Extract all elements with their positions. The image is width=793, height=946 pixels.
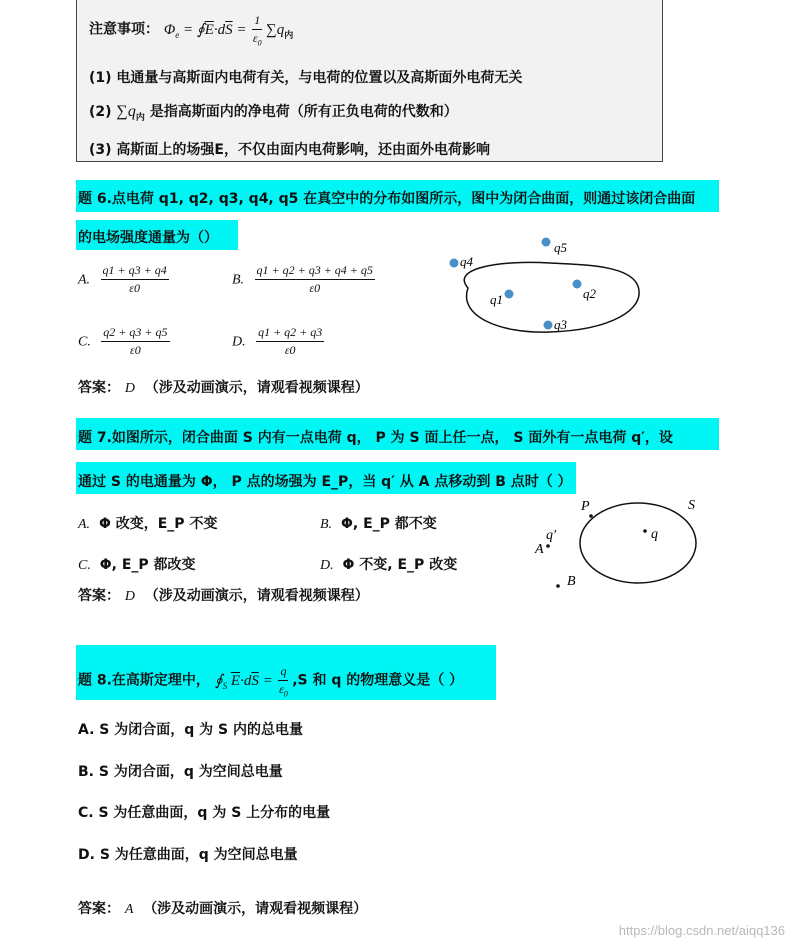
q8-prefix: 题 8.在高斯定理中， bbox=[78, 672, 210, 689]
q8-option-c[interactable]: C. S 为任意曲面，q 为 S 上分布的电量 bbox=[78, 805, 331, 821]
q6-label-q2: q2 bbox=[583, 286, 596, 301]
q6-diagram bbox=[440, 228, 660, 348]
q7-charge-q bbox=[643, 529, 647, 533]
q6-label-q3: q3 bbox=[554, 317, 567, 332]
q6-label-q5: q5 bbox=[554, 240, 567, 255]
q7-point-a bbox=[546, 544, 550, 548]
q7-point-p bbox=[589, 514, 593, 518]
q6-option-d-num: q1 + q2 + q3 bbox=[256, 325, 324, 342]
q7-answer bbox=[78, 585, 369, 605]
q7-option-a-label: A. bbox=[78, 517, 91, 532]
q6-charge-q4 bbox=[450, 259, 459, 268]
q8-formula: $∮_S$ $\overline{E}\cdot d\overline{S}$ = $\frac{q}{\varepsilon_0}$ bbox=[214, 664, 288, 699]
q7-option-d-text: Φ 不变, E_P 改变 bbox=[342, 557, 458, 573]
q7-option-a-text: Φ 改变，E_P 不变 bbox=[98, 516, 218, 532]
q7-line-2: 通过 S 的电通量为 Φ， P 点的场强为 E_P，当 q′ 从 A 点移动到 B 点时（ ） bbox=[78, 474, 572, 490]
q6-charge-q5 bbox=[542, 238, 551, 247]
note-item-3: (3) 高斯面上的场强E，不仅由面内电荷影响，还由面外电荷影响 bbox=[89, 142, 490, 158]
note-box bbox=[76, 0, 663, 162]
q7-label-s: S bbox=[688, 498, 695, 513]
q6-option-a-label: A. bbox=[78, 272, 91, 288]
q6-option-b-num: q1 + q2 + q3 + q4 + q5 bbox=[255, 263, 375, 280]
note-formula: $\Phi_e$ = $∮\overline{E}\cdot d\overline{S}$ = $\frac{1}{\varepsilon_0}$ $\sum q_内$ bbox=[163, 13, 294, 48]
q6-option-b-label: B. bbox=[232, 272, 245, 288]
q6-charge-q1 bbox=[505, 290, 514, 299]
note-item-2: (2) $\sum q_内$ 是指高斯面内的净电荷（所有正负电荷的代数和） bbox=[89, 103, 458, 124]
q7-surface-s bbox=[580, 503, 696, 583]
q8-option-a[interactable]: A. S 为闭合面，q 为 S 内的总电量 bbox=[78, 722, 303, 738]
q6-charge-q2 bbox=[573, 280, 582, 289]
q8-question bbox=[78, 664, 463, 698]
q6-label-q1: q1 bbox=[490, 292, 503, 307]
q6-option-d-label: D. bbox=[232, 334, 246, 350]
q6-line-2: 的电场强度通量为（） bbox=[78, 230, 218, 246]
watermark: https://blog.csdn.net/aiqq136 bbox=[618, 923, 785, 938]
q8-answer-label: 答案： bbox=[78, 901, 120, 917]
q7-option-c-label: C. bbox=[78, 558, 91, 573]
q7-answer-label: 答案： bbox=[78, 588, 120, 604]
q7-answer-value: D bbox=[124, 589, 135, 604]
q7-option-a[interactable] bbox=[78, 513, 217, 533]
q6-option-a[interactable] bbox=[78, 263, 169, 296]
q7-label-p: P bbox=[581, 499, 590, 514]
q7-line-1: 题 7.如图所示，闭合曲面 S 内有一点电荷 q， P 为 S 面上任一点， S 面外有一点电荷 q′，设 bbox=[78, 430, 673, 446]
q7-point-b bbox=[556, 584, 560, 588]
q6-option-c[interactable] bbox=[78, 325, 170, 358]
q7-option-b[interactable] bbox=[320, 513, 437, 533]
q6-option-a-den: ε0 bbox=[129, 281, 140, 295]
note-header bbox=[89, 13, 293, 47]
q6-option-d[interactable] bbox=[232, 325, 324, 358]
q8-answer-note: （涉及动画演示，请观看视频课程） bbox=[143, 901, 368, 917]
note-item-2-prefix: (2) bbox=[89, 104, 112, 120]
q7-option-d-label: D. bbox=[320, 558, 334, 573]
q8-answer-value: A bbox=[124, 902, 134, 917]
q7-label-qprime: q′ bbox=[546, 528, 557, 543]
q6-answer-note: （涉及动画演示，请观看视频课程） bbox=[144, 380, 369, 396]
note-item-2-text: 是指高斯面内的净电荷（所有正负电荷的代数和） bbox=[149, 104, 458, 120]
q7-label-b: B bbox=[567, 574, 576, 589]
q6-line-1: 题 6.点电荷 q1, q2, q3, q4, q5 在真空中的分布如图所示，图中为闭合曲面，则通过该闭合曲面 bbox=[78, 191, 696, 207]
q6-charge-q3 bbox=[544, 321, 553, 330]
q6-option-c-label: C. bbox=[78, 334, 91, 350]
q7-label-q: q bbox=[651, 527, 658, 542]
q7-diagram bbox=[525, 490, 725, 600]
q6-label-q4: q4 bbox=[460, 254, 473, 269]
note-title: 注意事项： bbox=[89, 21, 159, 38]
q6-option-c-den: ε0 bbox=[130, 343, 141, 357]
note-item-1: (1) 电通量与高斯面内电荷有关，与电荷的位置以及高斯面外电荷无关 bbox=[89, 70, 523, 86]
q7-option-b-label: B. bbox=[320, 517, 333, 532]
q7-label-a: A bbox=[535, 542, 544, 557]
q6-answer bbox=[78, 377, 369, 397]
q7-option-b-text: Φ, E_P 都不变 bbox=[340, 516, 437, 532]
q6-option-d-den: ε0 bbox=[284, 343, 296, 357]
q8-option-b[interactable]: B. S 为闭合面，q 为空间总电量 bbox=[78, 764, 283, 780]
q7-option-c[interactable] bbox=[78, 554, 196, 574]
q6-option-c-num: q2 + q3 + q5 bbox=[101, 325, 169, 342]
q6-answer-label: 答案： bbox=[78, 380, 120, 396]
q6-answer-value: D bbox=[124, 381, 135, 396]
q7-answer-note: （涉及动画演示，请观看视频课程） bbox=[144, 588, 369, 604]
q6-option-b[interactable] bbox=[232, 263, 375, 296]
q8-option-d[interactable]: D. S 为任意曲面，q 为空间总电量 bbox=[78, 847, 298, 863]
q6-option-a-num: q1 + q3 + q4 bbox=[101, 263, 169, 280]
q7-option-d[interactable] bbox=[320, 554, 457, 574]
q8-answer bbox=[78, 898, 367, 918]
q6-option-b-den: ε0 bbox=[309, 281, 321, 295]
q7-option-c-text: Φ, E_P 都改变 bbox=[99, 557, 196, 573]
q8-suffix: ,S 和 q 的物理意义是（ ） bbox=[292, 672, 464, 689]
